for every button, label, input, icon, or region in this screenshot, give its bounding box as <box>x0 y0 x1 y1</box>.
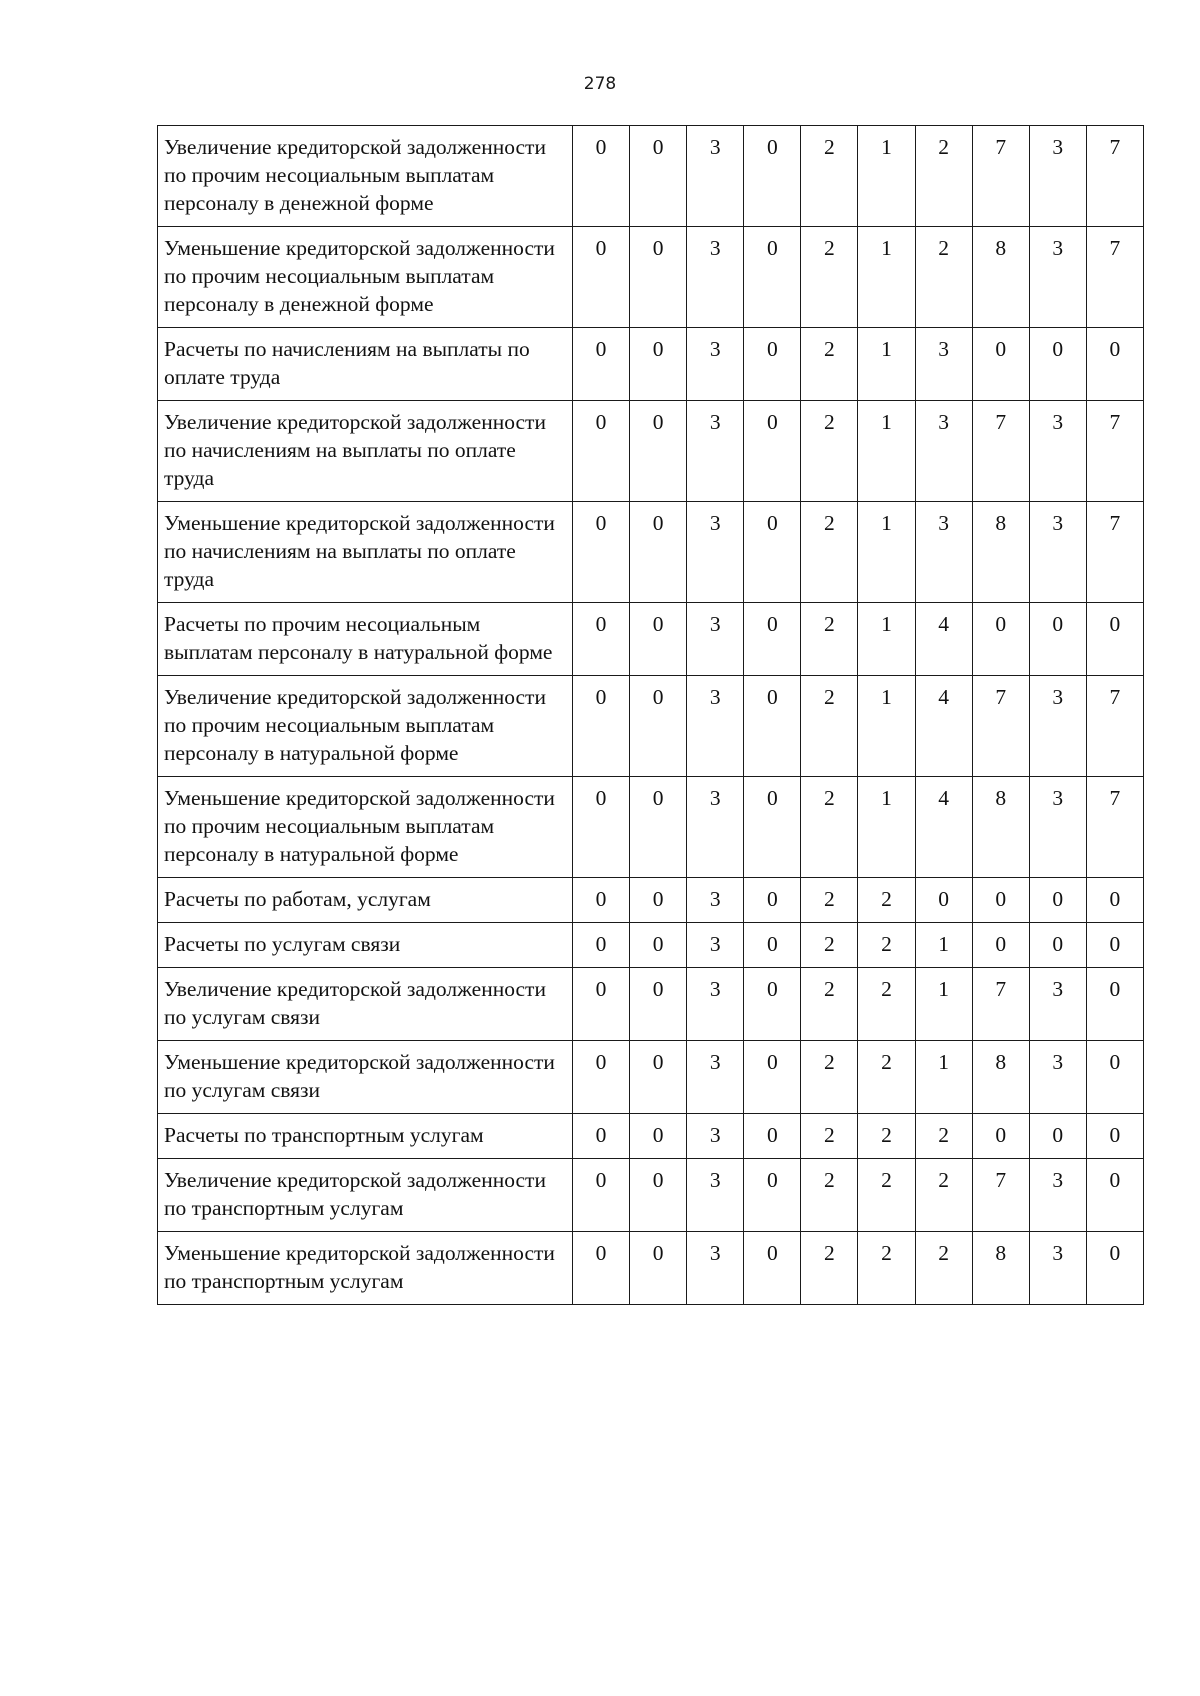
code-digit-cell: 1 <box>915 968 972 1041</box>
table-row <box>158 603 1144 676</box>
code-digit-cell: 7 <box>972 126 1029 227</box>
code-digit-cell: 8 <box>972 1041 1029 1114</box>
row-label: Расчеты по работам, услугам <box>158 878 573 923</box>
code-digit-cell: 0 <box>1029 923 1086 968</box>
code-digit-cell: 3 <box>915 502 972 603</box>
code-digit-cell: 3 <box>687 676 744 777</box>
row-label: Уменьшение кредиторской задолженности по транспортным услугам <box>158 1232 573 1305</box>
code-digit-cell: 2 <box>801 603 858 676</box>
code-digit-cell: 0 <box>1086 968 1143 1041</box>
code-digit-cell: 0 <box>1086 603 1143 676</box>
code-digit-cell: 0 <box>744 328 801 401</box>
code-digit-cell: 0 <box>744 603 801 676</box>
code-digit-cell: 0 <box>573 328 630 401</box>
code-digit-cell: 1 <box>858 777 915 878</box>
code-digit-cell: 1 <box>858 227 915 328</box>
code-digit-cell: 0 <box>1029 328 1086 401</box>
code-digit-cell: 0 <box>1029 603 1086 676</box>
code-digit-cell: 2 <box>858 1159 915 1232</box>
table-row <box>158 878 1144 923</box>
code-digit-cell: 0 <box>573 1114 630 1159</box>
code-digit-cell: 0 <box>573 923 630 968</box>
row-label: Уменьшение кредиторской задолженности по прочим несоциальным выплатам персоналу в натуральной форме <box>158 777 573 878</box>
table-row <box>158 1159 1144 1232</box>
code-digit-cell: 2 <box>801 328 858 401</box>
page-number: 278 <box>583 74 617 94</box>
code-digit-cell: 0 <box>1086 328 1143 401</box>
code-digit-cell: 1 <box>858 401 915 502</box>
row-label: Уменьшение кредиторской задолженности по прочим несоциальным выплатам персоналу в денежной форме <box>158 227 573 328</box>
code-digit-cell: 2 <box>858 923 915 968</box>
code-digit-cell: 2 <box>858 1041 915 1114</box>
code-digit-cell: 0 <box>573 968 630 1041</box>
code-digit-cell: 0 <box>630 968 687 1041</box>
code-digit-cell: 7 <box>972 401 1029 502</box>
code-digit-cell: 7 <box>1086 401 1143 502</box>
code-digit-cell: 7 <box>1086 676 1143 777</box>
code-digit-cell: 0 <box>630 777 687 878</box>
code-digit-cell: 0 <box>915 878 972 923</box>
row-label: Расчеты по транспортным услугам <box>158 1114 573 1159</box>
code-digit-cell: 0 <box>573 401 630 502</box>
code-digit-cell: 0 <box>744 1159 801 1232</box>
code-digit-cell: 3 <box>687 1041 744 1114</box>
row-label: Увеличение кредиторской задолженности по прочим несоциальным выплатам персоналу в денежной форме <box>158 126 573 227</box>
code-digit-cell: 0 <box>573 1041 630 1114</box>
row-label: Увеличение кредиторской задолженности по транспортным услугам <box>158 1159 573 1232</box>
code-digit-cell: 1 <box>858 328 915 401</box>
code-digit-cell: 0 <box>1086 1041 1143 1114</box>
code-digit-cell: 0 <box>972 878 1029 923</box>
code-digit-cell: 0 <box>630 676 687 777</box>
code-digit-cell: 0 <box>630 227 687 328</box>
code-digit-cell: 0 <box>744 1114 801 1159</box>
code-digit-cell: 3 <box>687 777 744 878</box>
code-digit-cell: 3 <box>915 401 972 502</box>
code-digit-cell: 3 <box>1029 1159 1086 1232</box>
code-digit-cell: 3 <box>687 126 744 227</box>
code-digit-cell: 0 <box>1086 1159 1143 1232</box>
row-label: Увеличение кредиторской задолженности по начислениям на выплаты по оплате труда <box>158 401 573 502</box>
code-digit-cell: 3 <box>687 923 744 968</box>
table-row <box>158 401 1144 502</box>
code-digit-cell: 1 <box>915 923 972 968</box>
code-digit-cell: 1 <box>858 603 915 676</box>
code-digit-cell: 0 <box>573 126 630 227</box>
code-digit-cell: 0 <box>744 676 801 777</box>
code-digit-cell: 3 <box>687 878 744 923</box>
code-digit-cell: 3 <box>687 1232 744 1305</box>
row-label: Уменьшение кредиторской задолженности по услугам связи <box>158 1041 573 1114</box>
code-digit-cell: 3 <box>1029 401 1086 502</box>
table-row <box>158 502 1144 603</box>
code-digit-cell: 0 <box>1029 878 1086 923</box>
row-label: Расчеты по услугам связи <box>158 923 573 968</box>
code-digit-cell: 1 <box>858 502 915 603</box>
code-digit-cell: 7 <box>972 968 1029 1041</box>
code-digit-cell: 2 <box>858 878 915 923</box>
code-digit-cell: 8 <box>972 777 1029 878</box>
code-digit-cell: 2 <box>858 1232 915 1305</box>
code-digit-cell: 0 <box>630 878 687 923</box>
code-digit-cell: 4 <box>915 603 972 676</box>
row-label: Расчеты по прочим несоциальным выплатам персоналу в натуральной форме <box>158 603 573 676</box>
row-label: Увеличение кредиторской задолженности по услугам связи <box>158 968 573 1041</box>
code-digit-cell: 2 <box>801 878 858 923</box>
code-digit-cell: 2 <box>801 1232 858 1305</box>
table-row <box>158 227 1144 328</box>
code-digit-cell: 0 <box>573 227 630 328</box>
code-digit-cell: 0 <box>630 1232 687 1305</box>
code-digit-cell: 2 <box>915 126 972 227</box>
code-digit-cell: 0 <box>630 1041 687 1114</box>
code-digit-cell: 0 <box>744 1041 801 1114</box>
code-digit-cell: 0 <box>573 676 630 777</box>
code-digit-cell: 2 <box>915 1232 972 1305</box>
table-row <box>158 1114 1144 1159</box>
code-digit-cell: 2 <box>801 1041 858 1114</box>
code-digit-cell: 0 <box>744 923 801 968</box>
code-digit-cell: 2 <box>801 401 858 502</box>
row-label: Увеличение кредиторской задолженности по прочим несоциальным выплатам персоналу в натуральной форме <box>158 676 573 777</box>
code-digit-cell: 2 <box>801 777 858 878</box>
code-digit-cell: 0 <box>630 126 687 227</box>
code-digit-cell: 3 <box>687 227 744 328</box>
code-digit-cell: 0 <box>573 878 630 923</box>
code-digit-cell: 3 <box>1029 502 1086 603</box>
code-digit-cell: 1 <box>858 676 915 777</box>
code-digit-cell: 0 <box>744 502 801 603</box>
code-digit-cell: 7 <box>1086 227 1143 328</box>
code-digit-cell: 7 <box>1086 126 1143 227</box>
code-digit-cell: 2 <box>801 968 858 1041</box>
code-digit-cell: 0 <box>744 227 801 328</box>
code-digit-cell: 8 <box>972 227 1029 328</box>
code-digit-cell: 1 <box>858 126 915 227</box>
code-digit-cell: 0 <box>744 401 801 502</box>
code-digit-cell: 0 <box>744 777 801 878</box>
code-digit-cell: 3 <box>1029 1232 1086 1305</box>
table-row <box>158 328 1144 401</box>
code-digit-cell: 0 <box>744 126 801 227</box>
code-digit-cell: 2 <box>801 227 858 328</box>
code-digit-cell: 8 <box>972 1232 1029 1305</box>
code-digit-cell: 2 <box>801 1114 858 1159</box>
row-label: Уменьшение кредиторской задолженности по начислениям на выплаты по оплате труда <box>158 502 573 603</box>
code-digit-cell: 0 <box>630 328 687 401</box>
code-digit-cell: 8 <box>972 502 1029 603</box>
code-digit-cell: 0 <box>972 328 1029 401</box>
code-digit-cell: 4 <box>915 676 972 777</box>
code-digit-cell: 0 <box>630 401 687 502</box>
code-digit-cell: 7 <box>972 1159 1029 1232</box>
code-digit-cell: 0 <box>1029 1114 1086 1159</box>
code-digit-cell: 7 <box>1086 502 1143 603</box>
code-digit-cell: 0 <box>630 1159 687 1232</box>
code-digit-cell: 2 <box>801 126 858 227</box>
code-digit-cell: 0 <box>1086 1232 1143 1305</box>
code-digit-cell: 2 <box>801 502 858 603</box>
table-body <box>158 126 1144 1305</box>
code-digit-cell: 3 <box>687 603 744 676</box>
code-digit-cell: 2 <box>915 1114 972 1159</box>
code-digit-cell: 0 <box>573 1232 630 1305</box>
code-digit-cell: 7 <box>972 676 1029 777</box>
table-row <box>158 1232 1144 1305</box>
code-digit-cell: 0 <box>573 777 630 878</box>
code-digit-cell: 4 <box>915 777 972 878</box>
code-digit-cell: 3 <box>1029 968 1086 1041</box>
code-digit-cell: 0 <box>744 1232 801 1305</box>
code-digit-cell: 0 <box>573 502 630 603</box>
code-digit-cell: 2 <box>801 676 858 777</box>
code-digit-cell: 1 <box>915 1041 972 1114</box>
table-row <box>158 968 1144 1041</box>
code-digit-cell: 3 <box>687 502 744 603</box>
code-digit-cell: 0 <box>1086 923 1143 968</box>
code-digit-cell: 0 <box>630 923 687 968</box>
row-label: Расчеты по начислениям на выплаты по оплате труда <box>158 328 573 401</box>
table-row <box>158 1041 1144 1114</box>
code-digit-cell: 2 <box>801 1159 858 1232</box>
table-row <box>158 923 1144 968</box>
code-digit-cell: 0 <box>744 878 801 923</box>
code-digit-cell: 3 <box>687 401 744 502</box>
code-digit-cell: 2 <box>858 968 915 1041</box>
code-digit-cell: 0 <box>573 1159 630 1232</box>
code-digit-cell: 3 <box>687 1159 744 1232</box>
code-digit-cell: 7 <box>1086 777 1143 878</box>
code-digit-cell: 0 <box>1086 1114 1143 1159</box>
code-digit-cell: 3 <box>1029 777 1086 878</box>
code-digit-cell: 2 <box>915 227 972 328</box>
table-row <box>158 676 1144 777</box>
code-digit-cell: 0 <box>630 603 687 676</box>
code-digit-cell: 0 <box>972 603 1029 676</box>
code-digit-cell: 3 <box>687 328 744 401</box>
code-digit-cell: 0 <box>972 923 1029 968</box>
code-digit-cell: 3 <box>1029 676 1086 777</box>
code-digit-cell: 0 <box>744 968 801 1041</box>
code-digit-cell: 3 <box>1029 227 1086 328</box>
code-digit-cell: 2 <box>915 1159 972 1232</box>
account-codes-table <box>157 125 1144 1305</box>
code-digit-cell: 0 <box>972 1114 1029 1159</box>
table-row <box>158 126 1144 227</box>
code-digit-cell: 3 <box>915 328 972 401</box>
table-row <box>158 777 1144 878</box>
code-digit-cell: 3 <box>1029 126 1086 227</box>
code-digit-cell: 2 <box>801 923 858 968</box>
code-digit-cell: 0 <box>573 603 630 676</box>
code-digit-cell: 0 <box>1086 878 1143 923</box>
code-digit-cell: 0 <box>630 1114 687 1159</box>
code-digit-cell: 3 <box>687 1114 744 1159</box>
code-digit-cell: 2 <box>858 1114 915 1159</box>
code-digit-cell: 3 <box>1029 1041 1086 1114</box>
code-digit-cell: 0 <box>630 502 687 603</box>
code-digit-cell: 3 <box>687 968 744 1041</box>
